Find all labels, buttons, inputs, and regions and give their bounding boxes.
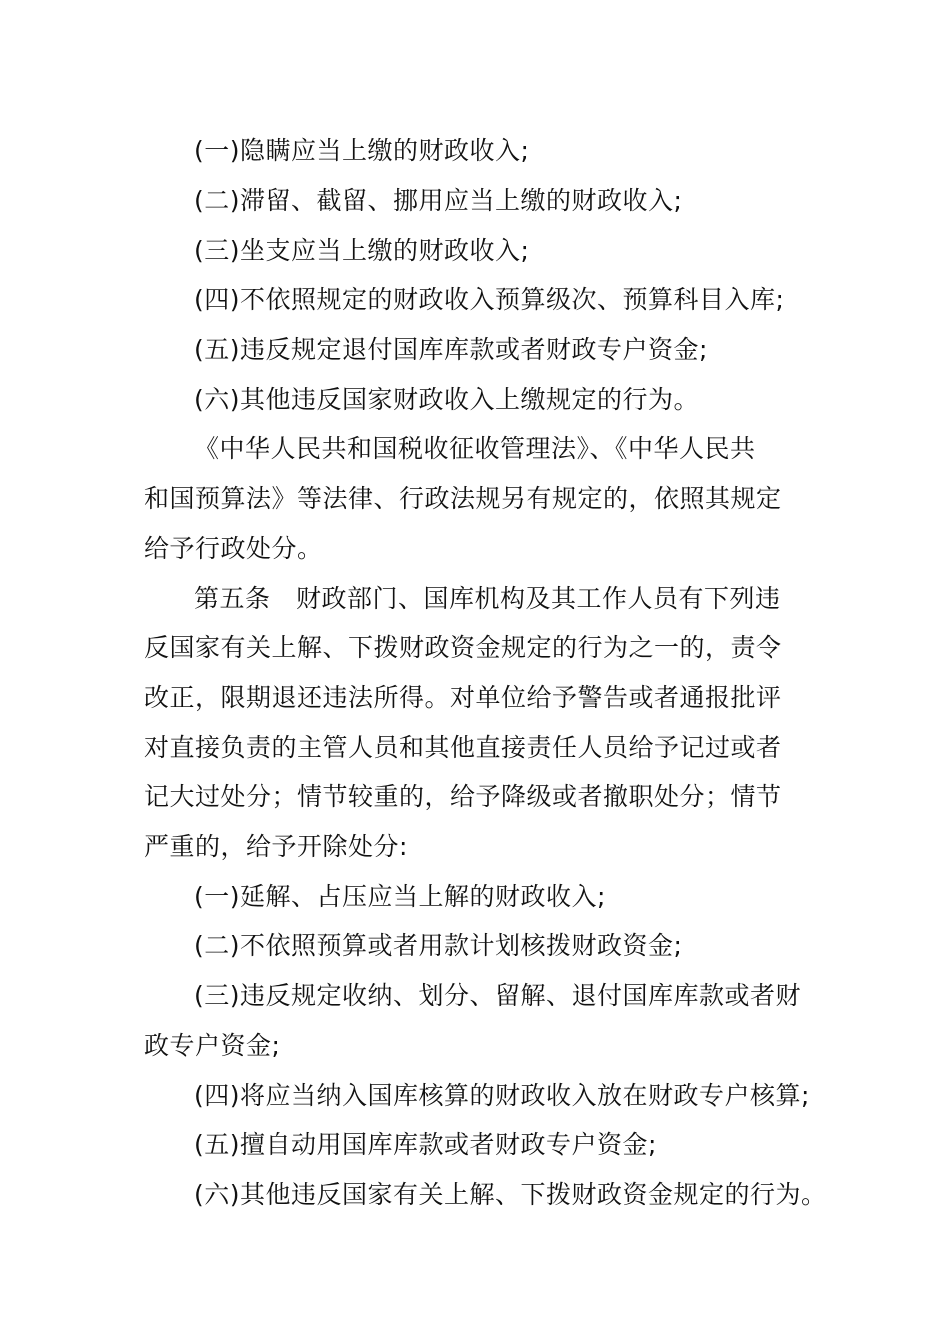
article-5-line: 严重的，给予开除处分: xyxy=(144,832,408,861)
paragraph-line: 给予行政处分。 xyxy=(144,534,323,563)
clause-1-1: (一)隐瞒应当上缴的财政收入; xyxy=(194,136,530,165)
clause-1-5: (五)违反规定退付国库库款或者财政专户资金; xyxy=(194,335,708,364)
article-5-line: 改正，限期退还违法所得。对单位给予警告或者通报批评 xyxy=(144,683,782,712)
paragraph-line: 《中华人民共和国税收征收管理法》、《中华人民共 xyxy=(194,434,756,463)
clause-2-3: (三)违反规定收纳、划分、留解、退付国库库款或者财 xyxy=(194,981,802,1010)
clause-2-2: (二)不依照预算或者用款计划核拨财政资金; xyxy=(194,931,683,960)
article-5-line: 第五条 财政部门、国库机构及其工作人员有下列违 xyxy=(194,584,781,613)
clause-1-3: (三)坐支应当上缴的财政收入; xyxy=(194,236,530,265)
clause-2-5: (五)擅自动用国库库款或者财政专户资金; xyxy=(194,1130,657,1159)
article-5-line: 反国家有关上解、下拨财政资金规定的行为之一的，责令 xyxy=(144,633,782,662)
clause-2-1: (一)延解、占压应当上解的财政收入; xyxy=(194,882,606,911)
clause-1-2: (二)滞留、截留、挪用应当上缴的财政收入; xyxy=(194,186,683,215)
clause-2-4: (四)将应当纳入国库核算的财政收入放在财政专户核算; xyxy=(194,1081,810,1110)
clause-2-6: (六)其他违反国家有关上解、下拨财政资金规定的行为。 xyxy=(194,1180,827,1209)
clause-2-3-cont: 政专户资金; xyxy=(144,1031,281,1060)
paragraph-line: 和国预算法》等法律、行政法规另有规定的，依照其规定 xyxy=(144,484,782,513)
clause-1-6: (六)其他违反国家财政收入上缴规定的行为。 xyxy=(194,385,700,414)
clause-1-4: (四)不依照规定的财政收入预算级次、预算科目入库; xyxy=(194,285,785,314)
article-5-line: 对直接负责的主管人员和其他直接责任人员给予记过或者 xyxy=(144,733,782,762)
article-5-line: 记大过处分；情节较重的，给予降级或者撤职处分；情节 xyxy=(144,782,782,811)
